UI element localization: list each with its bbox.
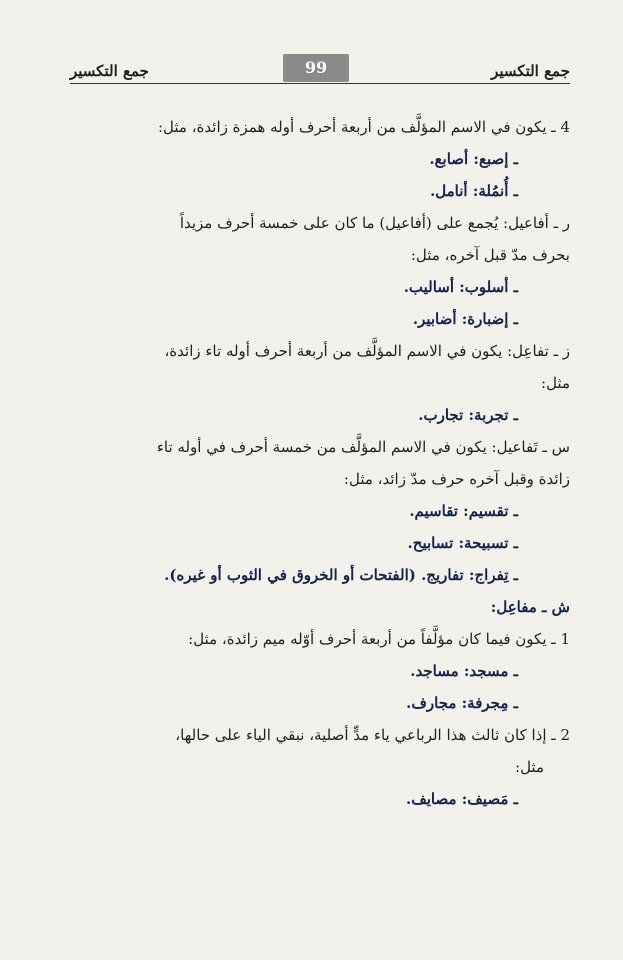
example-line: ـ إصبع: أصابع. [429,150,518,168]
example-line: ـ تقسيم: تقاسيم. [409,502,518,520]
text-line: 1 ـ يكون فيما كان مؤلَّفاً من أربعة أحرف أوّله ميم زائدة، مثل: [188,630,570,648]
text-line: ز ـ تفاعِل: يكون في الاسم المؤلَّف من أربعة أحرف أوله تاء زائدة، [164,342,570,360]
text-line: بحرف مدّ قبل آخره، مثل: [410,246,570,264]
example-line: ـ مسجد: مساجد. [410,662,518,680]
header-title-right: جمع التكسير [491,62,570,80]
section-heading: ش ـ مفاعِل: [490,598,570,616]
example-line: ـ تِفراج: تفاريج. (الفتحات أو الخروق في الثوب أو غيره). [164,566,518,584]
example-line: ـ أُنمُلة: أنامل. [430,182,518,200]
example-line: ـ إضبارة: أضابير. [412,310,518,328]
header-rule [70,83,570,84]
example-line: ـ مِجرفة: مجارف. [406,694,518,712]
text-line: مثل: [541,374,570,392]
example-line: ـ تسبيحة: تسابيح. [407,534,518,552]
text-line: 4 ـ يكون في الاسم المؤلَّف من أربعة أحرف أوله همزة زائدة، مثل: [157,118,570,136]
example-line: ـ أسلوب: أساليب. [403,278,518,296]
text-line: مثل: [515,758,544,776]
text-line: 2 ـ إذا كان ثالث هذا الرباعي ياء مدٍّ أصلية، نبقي الياء على حالها، [175,726,570,744]
example-line: ـ مَصيف: مصايف. [405,790,518,808]
page-body [70,112,570,816]
text-line: زائدة وقبل آخره حرف مدّ زائد، مثل: [343,470,570,488]
header-title-left: جمع التكسير [70,62,149,80]
page-header [70,52,570,86]
text-line: س ـ تَفاعيل: يكون في الاسم المؤلَّف من خمسة أحرف في أوله تاء [156,438,570,456]
page-number-badge: 99 [283,54,349,82]
text-line: ر ـ أفاعيل: يُجمع على (أفاعيل) ما كان على خمسة أحرف مزيداً [179,214,570,232]
example-line: ـ تجربة: تجارب. [418,406,518,424]
